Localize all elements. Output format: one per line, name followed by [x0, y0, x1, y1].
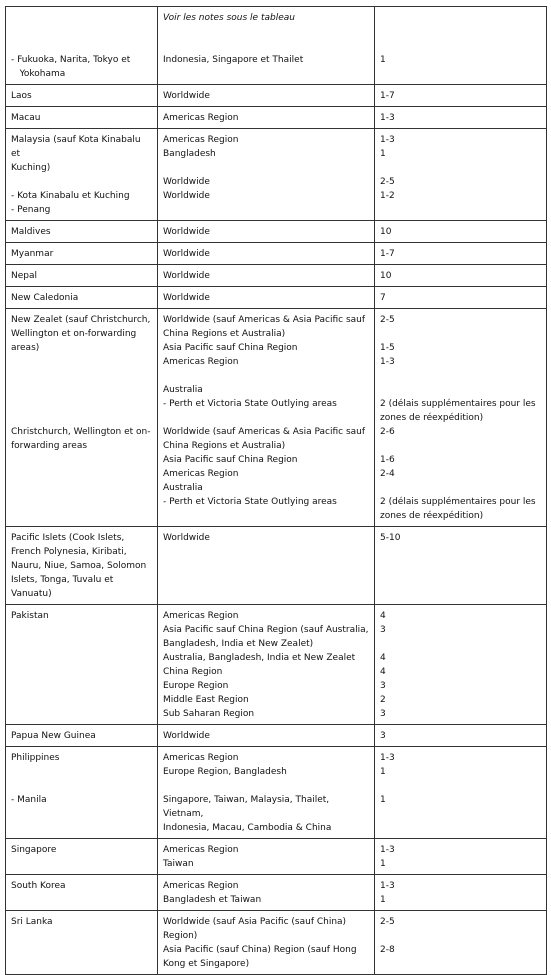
cell-line: [11, 369, 152, 383]
origin-cell: [158, 287, 375, 309]
cell-line: [163, 587, 369, 601]
days-cell: [375, 839, 547, 875]
days-cell: [375, 527, 547, 605]
cell-line: - Perth et Victoria State Outlying areas: [163, 399, 337, 409]
cell-line: Asia Pacific (sauf China) Region (sauf Hong: [163, 945, 357, 955]
table-row: [6, 265, 547, 287]
cell-line: 1-3: [380, 881, 395, 891]
cell-line: Americas Region: [163, 845, 239, 855]
days-cell: [375, 221, 547, 243]
cell-line: Bangladesh: [163, 149, 216, 159]
country-cell: [6, 527, 158, 605]
cell-line: Worldwide: [163, 191, 210, 201]
cell-line: [11, 481, 152, 495]
table-row: [6, 747, 547, 839]
days-cell: [375, 911, 547, 975]
cell-line: [163, 161, 369, 175]
cell-line: [11, 943, 152, 957]
cell-line: 3: [380, 625, 386, 635]
cell-line: [11, 175, 152, 189]
cell-line: 1-3: [380, 357, 395, 367]
cell-line: Middle East Region: [163, 695, 249, 705]
country-cell: [6, 309, 158, 527]
days-cell: [375, 287, 547, 309]
cell-line: [163, 779, 369, 793]
cell-line: 2 (délais supplémentaires pour les: [380, 399, 536, 409]
cell-line: [380, 327, 541, 341]
cell-line: Worldwide: [163, 731, 210, 741]
origin-cell: [158, 221, 375, 243]
cell-line: [163, 39, 369, 53]
table-row: [6, 839, 547, 875]
table-row: [6, 85, 547, 107]
origin-cell: [158, 747, 375, 839]
country-cell: [6, 107, 158, 129]
cell-line: [11, 893, 152, 907]
cell-line: Asia Pacific sauf China Region: [163, 455, 298, 465]
cell-line: Americas Region: [163, 611, 239, 621]
cell-line: [11, 693, 152, 707]
cell-line: Singapore: [11, 845, 57, 855]
cell-line: [11, 467, 152, 481]
cell-line: Australia: [163, 385, 203, 395]
table-row: [6, 309, 547, 527]
cell-line: 4: [380, 667, 386, 677]
cell-line: Worldwide (sauf Americas & Asia Pacific sauf: [163, 427, 366, 437]
cell-line: Americas Region: [163, 135, 239, 145]
cell-line: Australia, Bangladesh, India et New Zealet: [163, 653, 356, 663]
cell-line: [11, 779, 152, 793]
cell-line: [163, 411, 369, 425]
cell-line: South Korea: [11, 881, 66, 891]
cell-line: [11, 765, 152, 779]
cell-line: Papua New Guinea: [11, 731, 96, 741]
cell-line: [380, 929, 541, 943]
cell-line: 1-7: [380, 249, 395, 259]
cell-line: Asia Pacific sauf China Region (sauf Australia,: [163, 625, 369, 635]
cell-line: Wellington et on-forwarding: [11, 329, 137, 339]
country-cell: [6, 875, 158, 911]
cell-line: Americas Region: [163, 469, 239, 479]
cell-line: China Regions et Australia): [163, 329, 286, 339]
cell-line: [380, 807, 541, 821]
cell-line: Worldwide: [163, 91, 210, 101]
country-cell: [6, 221, 158, 243]
cell-line: areas): [11, 343, 40, 353]
days-cell: [375, 265, 547, 287]
cell-line: [11, 495, 152, 509]
delivery-times-table: [5, 6, 547, 975]
country-cell: [6, 839, 158, 875]
cell-line: zones de réexpédition): [380, 511, 484, 521]
cell-line: 1-3: [380, 135, 395, 145]
cell-line: Taiwan: [163, 859, 194, 869]
cell-line: New Caledonia: [11, 293, 79, 303]
cell-line: - Manila: [11, 795, 47, 805]
cell-line: [11, 807, 152, 821]
origin-cell: [158, 527, 375, 605]
country-cell: [6, 7, 158, 85]
cell-line: 2-5: [380, 177, 395, 187]
cell-line: [163, 545, 369, 559]
cell-line: zones de réexpédition): [380, 413, 484, 423]
table-row: [6, 221, 547, 243]
cell-line: [380, 39, 541, 53]
cell-line: [11, 651, 152, 665]
origin-cell: [158, 911, 375, 975]
cell-line: Asia Pacific sauf China Region: [163, 343, 298, 353]
cell-line: 2-6: [380, 427, 395, 437]
cell-line: [11, 623, 152, 637]
cell-line: Myanmar: [11, 249, 54, 259]
cell-line: Christchurch, Wellington et on-: [11, 427, 151, 437]
cell-line: [163, 559, 369, 573]
country-cell: [6, 265, 158, 287]
cell-line: [11, 707, 152, 721]
cell-line: 1-3: [380, 113, 395, 123]
origin-cell: [158, 85, 375, 107]
cell-line: [11, 453, 152, 467]
cell-line: [380, 545, 541, 559]
days-cell: [375, 107, 547, 129]
days-cell: [375, 7, 547, 85]
origin-cell: [158, 725, 375, 747]
cell-line: 1: [380, 859, 386, 869]
cell-line: 1-5: [380, 343, 395, 353]
cell-line: [11, 957, 152, 971]
origin-cell: [158, 7, 375, 85]
cell-line: 1-6: [380, 455, 395, 465]
table-row: [6, 129, 547, 221]
country-cell: [6, 725, 158, 747]
cell-line: forwarding areas: [11, 441, 88, 451]
cell-line: Worldwide (sauf Americas & Asia Pacific sauf: [163, 315, 366, 325]
cell-line: Worldwide: [163, 293, 210, 303]
days-cell: [375, 85, 547, 107]
cell-line: Worldwide: [163, 177, 210, 187]
cell-line: [11, 637, 152, 651]
cell-line: 3: [380, 709, 386, 719]
origin-cell: [158, 309, 375, 527]
cell-line: [380, 67, 541, 81]
cell-line: 2 (délais supplémentaires pour les: [380, 497, 536, 507]
cell-line: Philippines: [11, 753, 60, 763]
country-cell: [6, 747, 158, 839]
cell-line: - Fukuoka, Narita, Tokyo et: [11, 55, 131, 65]
table-row: [6, 107, 547, 129]
origin-cell: [158, 875, 375, 911]
table-row: [6, 7, 547, 85]
days-cell: [375, 875, 547, 911]
cell-line: Macau: [11, 113, 41, 123]
cell-line: 3: [380, 681, 386, 691]
cell-line: Worldwide: [163, 271, 210, 281]
table-row: [6, 527, 547, 605]
days-cell: [375, 309, 547, 527]
cell-line: Europe Region: [163, 681, 229, 691]
cell-line: [11, 929, 152, 943]
cell-line: Australia: [163, 483, 203, 493]
cell-line: Worldwide: [163, 249, 210, 259]
cell-line: 1: [380, 149, 386, 159]
cell-line: 2-4: [380, 469, 395, 479]
cell-line: [380, 161, 541, 175]
cell-line: 1-3: [380, 753, 395, 763]
days-cell: [375, 243, 547, 265]
table-body: [6, 7, 547, 975]
cell-line: Maldives: [11, 227, 51, 237]
cell-line: 1-2: [380, 191, 395, 201]
cell-line: [380, 573, 541, 587]
cell-line: [11, 857, 152, 871]
country-cell: [6, 911, 158, 975]
cell-line: [163, 369, 369, 383]
cell-line: Islets, Tonga, Tuvalu et: [11, 575, 114, 585]
cell-line: Malaysia (sauf Kota Kinabalu et: [11, 135, 144, 159]
cell-line: 3: [380, 731, 386, 741]
cell-line: Europe Region, Bangladesh: [163, 767, 287, 777]
cell-line: [163, 25, 369, 39]
cell-line: Americas Region: [163, 113, 239, 123]
cell-line: 1-7: [380, 91, 395, 101]
country-cell: [6, 85, 158, 107]
cell-line: Laos: [11, 91, 32, 101]
origin-cell: [158, 107, 375, 129]
cell-line: Worldwide: [163, 227, 210, 237]
cell-line: [11, 397, 152, 411]
origin-cell: [158, 605, 375, 725]
cell-line: Worldwide: [163, 533, 210, 543]
cell-line: - Kota Kinabalu et Kuching: [11, 191, 130, 201]
cell-line: French Polynesia, Kiribati,: [11, 547, 127, 557]
cell-line: Worldwide (sauf Asia Pacific (sauf China): [163, 917, 347, 927]
cell-line: Vanuatu): [11, 589, 52, 599]
country-cell: [6, 287, 158, 309]
cell-line: Americas Region: [163, 357, 239, 367]
cell-line: [11, 25, 152, 39]
cell-line: [380, 957, 541, 971]
cell-line: China Region: [163, 667, 223, 677]
days-cell: [375, 747, 547, 839]
cell-line: Kuching): [11, 163, 51, 173]
cell-line: [11, 383, 152, 397]
cell-line: [380, 559, 541, 573]
cell-line: Indonesia, Macau, Cambodia & China: [163, 823, 332, 833]
cell-line: China Regions et Australia): [163, 441, 286, 451]
days-cell: [375, 605, 547, 725]
cell-line: Singapore, Taiwan, Malaysia, Thailet, Vietnam,: [163, 795, 333, 819]
country-cell: [6, 129, 158, 221]
cell-line: [380, 637, 541, 651]
cell-line: 2-8: [380, 945, 395, 955]
country-cell: [6, 605, 158, 725]
cell-line: Yokohama: [11, 69, 66, 79]
cell-line: [380, 369, 541, 383]
cell-line: [11, 509, 152, 523]
cell-line: [11, 39, 152, 53]
cell-line: Indonesia, Singapore et Thailet: [163, 55, 304, 65]
cell-line: [11, 665, 152, 679]
cell-line: Region): [163, 931, 198, 941]
cell-line: [380, 779, 541, 793]
cell-line: Pacific Islets (Cook Islets,: [11, 533, 125, 543]
origin-cell: [158, 265, 375, 287]
cell-line: Americas Region: [163, 753, 239, 763]
cell-line: 1: [380, 795, 386, 805]
cell-line: New Zealet (sauf Christchurch,: [11, 315, 151, 325]
cell-line: 1: [380, 895, 386, 905]
cell-line: Bangladesh et Taiwan: [163, 895, 262, 905]
cell-line: [163, 67, 369, 81]
cell-line: [11, 411, 152, 425]
table-row: [6, 875, 547, 911]
cell-line: [380, 481, 541, 495]
table-row: [6, 725, 547, 747]
cell-line: 10: [380, 271, 392, 281]
cell-line: 2-5: [380, 917, 395, 927]
cell-line: Voir les notes sous le tableau: [163, 13, 295, 23]
origin-cell: [158, 243, 375, 265]
cell-line: [380, 11, 541, 25]
table-row: [6, 605, 547, 725]
table-row: [6, 911, 547, 975]
days-cell: [375, 129, 547, 221]
cell-line: 2: [380, 695, 386, 705]
cell-line: 4: [380, 611, 386, 621]
country-cell: [6, 243, 158, 265]
cell-line: Nepal: [11, 271, 37, 281]
cell-line: - Perth et Victoria State Outlying areas: [163, 497, 337, 507]
cell-line: 1-3: [380, 845, 395, 855]
cell-line: [11, 355, 152, 369]
cell-line: [163, 509, 369, 523]
days-cell: [375, 725, 547, 747]
cell-line: 1: [380, 767, 386, 777]
cell-line: Americas Region: [163, 881, 239, 891]
origin-cell: [158, 839, 375, 875]
cell-line: - Penang: [11, 205, 51, 215]
cell-line: Sri Lanka: [11, 917, 53, 927]
cell-line: [163, 573, 369, 587]
cell-line: Kong et Singapore): [163, 959, 250, 969]
cell-line: Nauru, Niue, Samoa, Solomon: [11, 561, 147, 571]
cell-line: [380, 383, 541, 397]
cell-line: 4: [380, 653, 386, 663]
cell-line: 5-10: [380, 533, 401, 543]
origin-cell: [158, 129, 375, 221]
cell-line: Sub Saharan Region: [163, 709, 255, 719]
cell-line: 1: [380, 55, 386, 65]
cell-line: [380, 439, 541, 453]
cell-line: [380, 587, 541, 601]
cell-line: 10: [380, 227, 392, 237]
cell-line: Pakistan: [11, 611, 49, 621]
cell-line: [380, 25, 541, 39]
cell-line: [11, 679, 152, 693]
cell-line: 2-5: [380, 315, 395, 325]
table-row: [6, 287, 547, 309]
cell-line: 7: [380, 293, 386, 303]
cell-line: Bangladesh, India et New Zealet): [163, 639, 314, 649]
table-row: [6, 243, 547, 265]
cell-line: [11, 11, 152, 25]
